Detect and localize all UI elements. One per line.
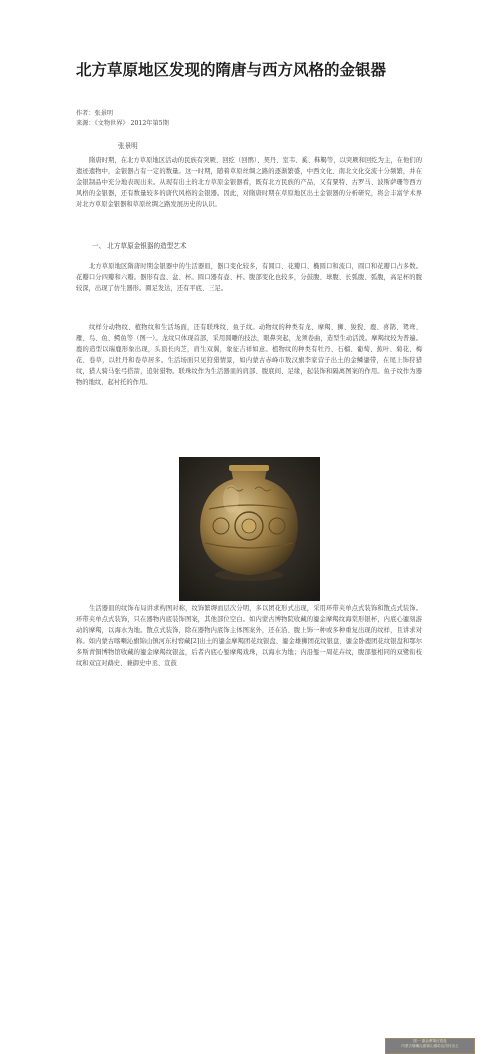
vessel-illustration: [179, 457, 320, 601]
paragraph-vessel-shapes: 北方草原地区隋唐时期金银器中的生活器皿，器口变化较多，有圆口、花瓣口、椭圆口和流口，圆口和花瓣口占多数。花瓣口分四瓣和六瓣。器形有盘、盆、杯。圆口器有壶、杯。腹部变化也较多，分鼓腹、球腹、长弧腹、弧腹，高足杯的腹较深，出现了仿生器形。圈足发达，还有平底、三足。: [76, 263, 422, 292]
figure-caption-source: 内蒙古喀喇沁旗锦山镇哈达沟村出土: [401, 1043, 459, 1048]
author-line: 作者：张景明: [76, 110, 114, 117]
figure-caption-box: [385, 1038, 475, 1054]
section-heading: 一、 北方草原金银器的造型艺术: [92, 242, 187, 250]
paragraph-motifs: 纹样分动物纹、植物纹和生活场面，还有联珠纹、鱼子纹。动物纹的种类有龙、摩羯、狮、狻猊、鹿、喜鹊、鸳鸯、雁、鸟、鱼、鳄鱼等（图一）。龙纹只体现首部，采用圆雕的技法，眼鼻突起，龙须卷曲，造型生动活泼。摩羯纹较为普遍。鹿的造型以瑞鹿形象出现，头顶长肉芝，肩生双翼，象征吉祥如意。植物纹的种类有牡丹、石榴、葡萄、蕉叶、菊花、梅花、卷草，以牡丹和卷草居多。生活场面只见狩猎情景，如内蒙古赤峰市敖汉旗李家营子出土的金鳞鎏带，在尾上饰狩猎纹，猎人骑马张弓搭箭，追射猎物。联珠纹作为生活器皿的肩部、腹底间、足缘，起装饰和隔离图案的作用。鱼子纹作为器物的地纹，起衬托的作用。: [76, 324, 422, 386]
article-title: 北方草原地区发现的隋唐与西方风格的金银器: [76, 61, 387, 79]
paragraph-intro: 隋唐时期，在北方草原地区活动的民族有突厥、回纥（回鹘）、契丹、室韦、奚、靺鞨等，以突厥和回纥为主，在他们的遗迹遗物中，金银器占有一定的数量。这一时期，随着草原丝绸之路的逐渐繁盛，中西文化、南北文化交流十分频繁，并在金银制品中充分地表现出来。从现有出土的北方草原金银器看，既有北方民族的产品，又有粟特、古罗马、波斯萨珊等西方风格的金银器，还有数量较多的唐代风格的金银器。因此，对隋唐时期在草原地区出土金银器的分析研究，将会丰富学术界对北方草原金银器和草原丝绸之路发展历史的认识。: [76, 157, 422, 208]
byline-author: 张景明: [118, 142, 138, 150]
source-line: 来源：《文物世界》 2012年第5期: [76, 120, 169, 127]
figure-caption-title: 图一 鎏金摩羯纹银盘: [413, 1039, 447, 1043]
paragraph-decoration-layout: 生活器皿的纹饰布局讲求构图对称，纹饰繁缛而层次分明，多以团花形式出现，采用环带夹单点式装饰和散点式装饰。环带夹单点式装饰，只在器物内底装饰图案，其他部位空白。如内蒙古博物院收藏的鎏金摩羯纹海棠形银杯，内底心鎏刻游动的摩羯，以海水为地。散点式装饰，除在器物内底饰主体图案外，还在沿、腹上饰一种或多种重复出现的纹样，且讲求对称。如内蒙古喀喇沁旗锦山镇河东村窖藏[2]出土的鎏金摩羯团花纹银盘、鎏金雄狮团花纹银盘、鎏金卧鹿团花纹银盘和鄂尔多斯青铜博物馆收藏的鎏金摩羯纹银盆，后者内底心錾摩羯戏珠，以海水为地；内沿錾一周花卉纹，腹部錾相同的双鹭衔枝纹和双宜对鹉史、兼御史中丞、宣鼓: [76, 605, 422, 667]
